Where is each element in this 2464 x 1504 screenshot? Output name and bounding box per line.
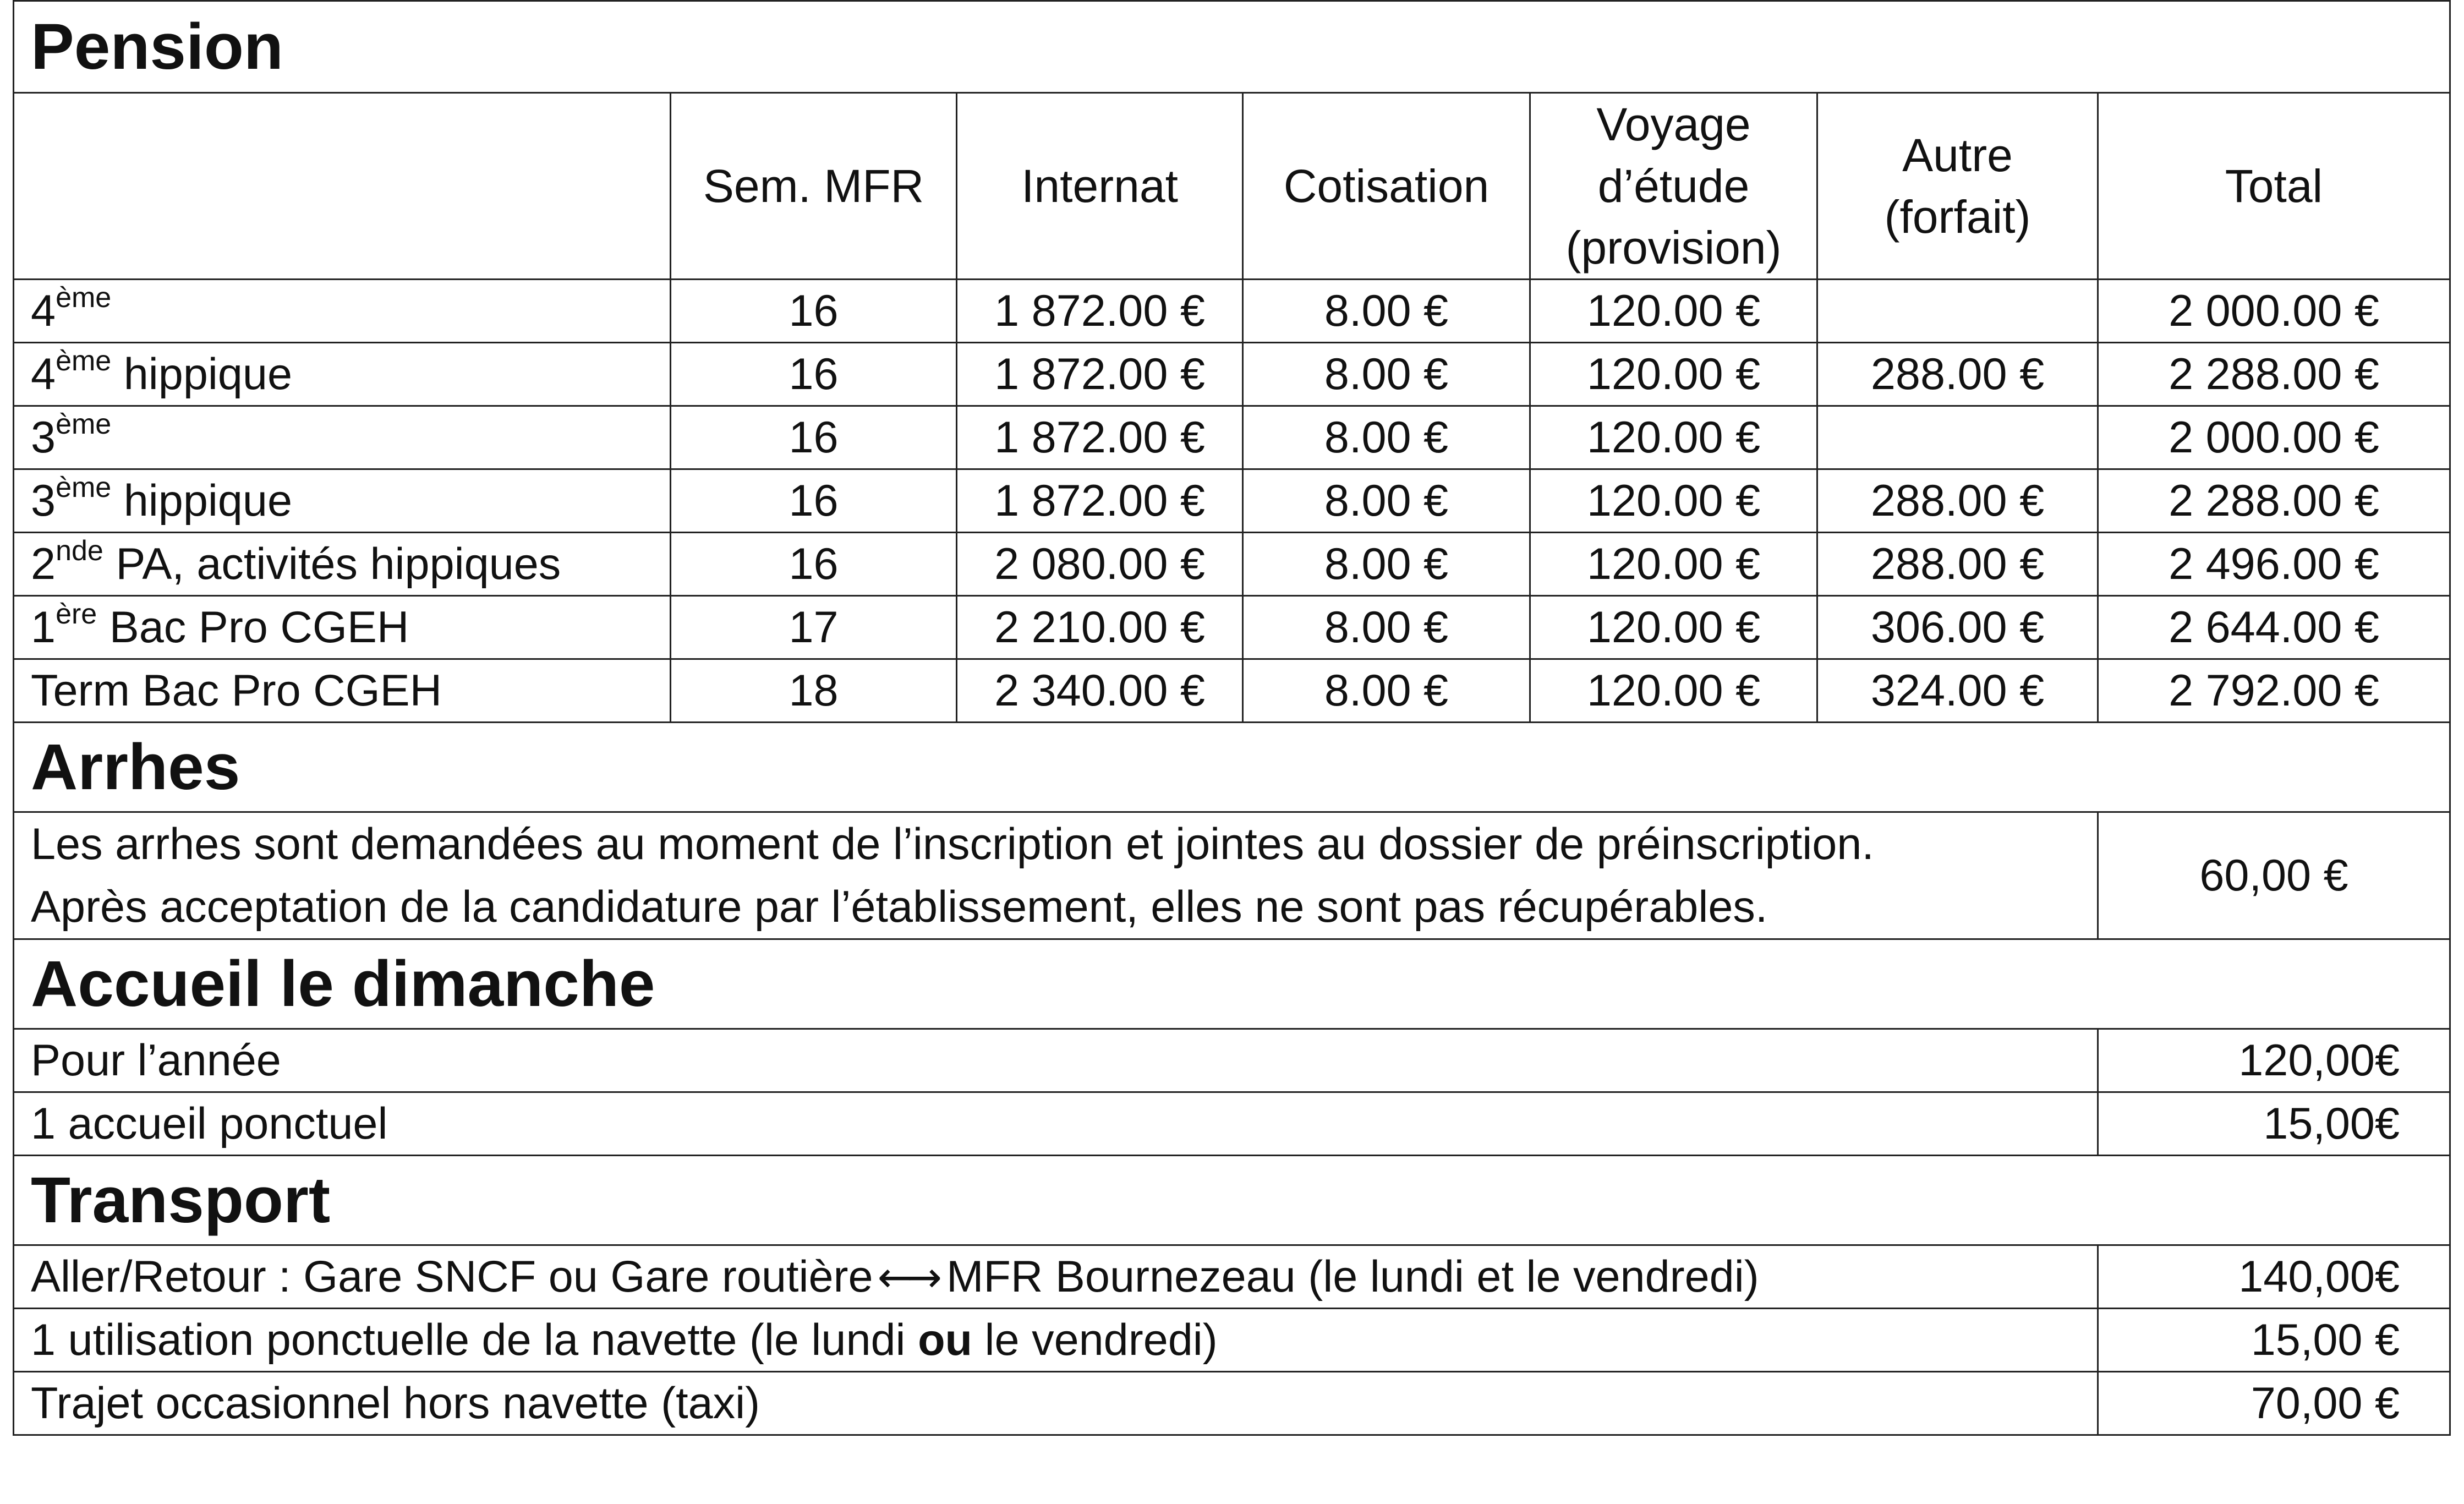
cell-voyage: 120.00 € [1530, 469, 1817, 533]
list-item [14, 1092, 2450, 1156]
row-label [14, 469, 671, 533]
cell-cotisation: 8.00 € [1243, 533, 1530, 596]
transport-amount: 15,00 € [2098, 1309, 2450, 1372]
header-total: Total [2098, 93, 2450, 280]
transport-route-start: Aller/Retour : Gare SNCF ou Gare routière [31, 1251, 873, 1301]
level-suffix: Bac Pro CGEH [97, 603, 409, 652]
header-voyage-etude: Voyage d’étude (provision) [1530, 93, 1817, 280]
list-item [14, 1245, 2450, 1309]
cell-total: 2 288.00 € [2098, 343, 2450, 406]
cell-sem: 16 [671, 280, 957, 343]
level-suffix: hippique [111, 349, 293, 399]
transport-amount: 140,00€ [2098, 1245, 2450, 1309]
transport-title: Transport [14, 1156, 2450, 1245]
table-row [14, 406, 2450, 469]
level-number: 1 [31, 603, 56, 652]
arrhes-line-2: Après acceptation de la candidature par l’établissement, elles ne sont pas récupérables. [31, 882, 1768, 932]
cell-voyage: 120.00 € [1530, 343, 1817, 406]
cell-sem: 16 [671, 533, 957, 596]
transport-label [14, 1309, 2098, 1372]
transport-label [14, 1245, 2098, 1309]
table-row [14, 533, 2450, 596]
accueil-label: Pour l’année [14, 1029, 2098, 1092]
level-suffix: PA, activités hippiques [103, 539, 561, 589]
cell-internat: 1 872.00 € [957, 343, 1243, 406]
accueil-label: 1 accueil ponctuel [14, 1092, 2098, 1156]
header-internat: Internat [957, 93, 1243, 280]
level-sup: ème [56, 408, 112, 440]
arrhes-row [14, 812, 2450, 939]
cell-cotisation: 8.00 € [1243, 659, 1530, 723]
level-suffix: hippique [111, 476, 293, 526]
transport-section-row [14, 1156, 2450, 1245]
transport-route-end: MFR Bournezeau (le lundi et le vendredi) [946, 1251, 1759, 1301]
arrhes-description [14, 812, 2098, 939]
cell-autre: 324.00 € [1817, 659, 2098, 723]
row-label [14, 343, 671, 406]
accueil-section-row [14, 939, 2450, 1029]
cell-internat: 2 080.00 € [957, 533, 1243, 596]
cell-total: 2 288.00 € [2098, 469, 2450, 533]
list-item [14, 1309, 2450, 1372]
row-label [14, 406, 671, 469]
cell-autre [1817, 406, 2098, 469]
cell-sem: 17 [671, 596, 957, 659]
cell-voyage: 120.00 € [1530, 596, 1817, 659]
arrhes-section-row [14, 723, 2450, 812]
cell-voyage: 120.00 € [1530, 659, 1817, 723]
cell-internat: 2 210.00 € [957, 596, 1243, 659]
cell-autre: 306.00 € [1817, 596, 2098, 659]
level-number: 3 [31, 413, 56, 462]
pension-title: Pension [14, 1, 2450, 93]
accueil-title: Accueil le dimanche [14, 939, 2450, 1029]
pension-section-row [14, 1, 2450, 93]
cell-sem: 16 [671, 406, 957, 469]
accueil-amount: 15,00€ [2098, 1092, 2450, 1156]
table-row [14, 280, 2450, 343]
transport-amount: 70,00 € [2098, 1372, 2450, 1435]
header-autre-forfait: Autre (forfait) [1817, 93, 2098, 280]
row-label [14, 596, 671, 659]
cell-cotisation: 8.00 € [1243, 596, 1530, 659]
list-item [14, 1372, 2450, 1435]
cell-cotisation: 8.00 € [1243, 406, 1530, 469]
level-number: 2 [31, 539, 56, 589]
level-number: 4 [31, 349, 56, 399]
arrhes-line-1: Les arrhes sont demandées au moment de l’inscription et jointes au dossier de préinscription. [31, 819, 1874, 869]
level-sup: nde [56, 535, 103, 567]
table-row [14, 659, 2450, 723]
cell-sem: 16 [671, 343, 957, 406]
tarif-sheet [13, 0, 2449, 1436]
level-sup: ème [56, 472, 112, 504]
cell-internat: 1 872.00 € [957, 406, 1243, 469]
table-row [14, 469, 2450, 533]
header-cotisation: Cotisation [1243, 93, 1530, 280]
table-row [14, 596, 2450, 659]
level-sup: ème [56, 282, 112, 314]
tarif-table [13, 0, 2451, 1436]
pension-header-row [14, 93, 2450, 280]
cell-internat: 2 340.00 € [957, 659, 1243, 723]
cell-total: 2 792.00 € [2098, 659, 2450, 723]
cell-sem: 18 [671, 659, 957, 723]
cell-cotisation: 8.00 € [1243, 343, 1530, 406]
navette-text-end: le vendredi) [972, 1315, 1218, 1365]
left-right-arrow-icon: ←→ [877, 1252, 937, 1301]
cell-total: 2 000.00 € [2098, 280, 2450, 343]
cell-autre: 288.00 € [1817, 343, 2098, 406]
header-sem-mfr: Sem. MFR [671, 93, 957, 280]
cell-cotisation: 8.00 € [1243, 280, 1530, 343]
cell-total: 2 644.00 € [2098, 596, 2450, 659]
cell-sem: 16 [671, 469, 957, 533]
table-row [14, 343, 2450, 406]
cell-autre: 288.00 € [1817, 469, 2098, 533]
cell-autre: 288.00 € [1817, 533, 2098, 596]
cell-cotisation: 8.00 € [1243, 469, 1530, 533]
cell-voyage: 120.00 € [1530, 406, 1817, 469]
row-label [14, 533, 671, 596]
level-number: 4 [31, 286, 56, 336]
accueil-amount: 120,00€ [2098, 1029, 2450, 1092]
level-number: Term Bac Pro CGEH [31, 666, 442, 715]
row-label [14, 659, 671, 723]
arrhes-amount: 60,00 € [2098, 812, 2450, 939]
cell-voyage: 120.00 € [1530, 280, 1817, 343]
level-number: 3 [31, 476, 56, 526]
transport-label: Trajet occasionnel hors navette (taxi) [14, 1372, 2098, 1435]
cell-internat: 1 872.00 € [957, 469, 1243, 533]
list-item [14, 1029, 2450, 1092]
row-label [14, 280, 671, 343]
arrhes-title: Arrhes [14, 723, 2450, 812]
navette-text-start: 1 utilisation ponctuelle de la navette (le lundi [31, 1315, 918, 1365]
cell-internat: 1 872.00 € [957, 280, 1243, 343]
cell-voyage: 120.00 € [1530, 533, 1817, 596]
header-empty [14, 93, 671, 280]
level-sup: ème [56, 345, 112, 377]
cell-autre [1817, 280, 2098, 343]
cell-total: 2 000.00 € [2098, 406, 2450, 469]
level-sup: ère [56, 598, 97, 630]
cell-total: 2 496.00 € [2098, 533, 2450, 596]
navette-ou-emphasis: ou [918, 1315, 973, 1365]
